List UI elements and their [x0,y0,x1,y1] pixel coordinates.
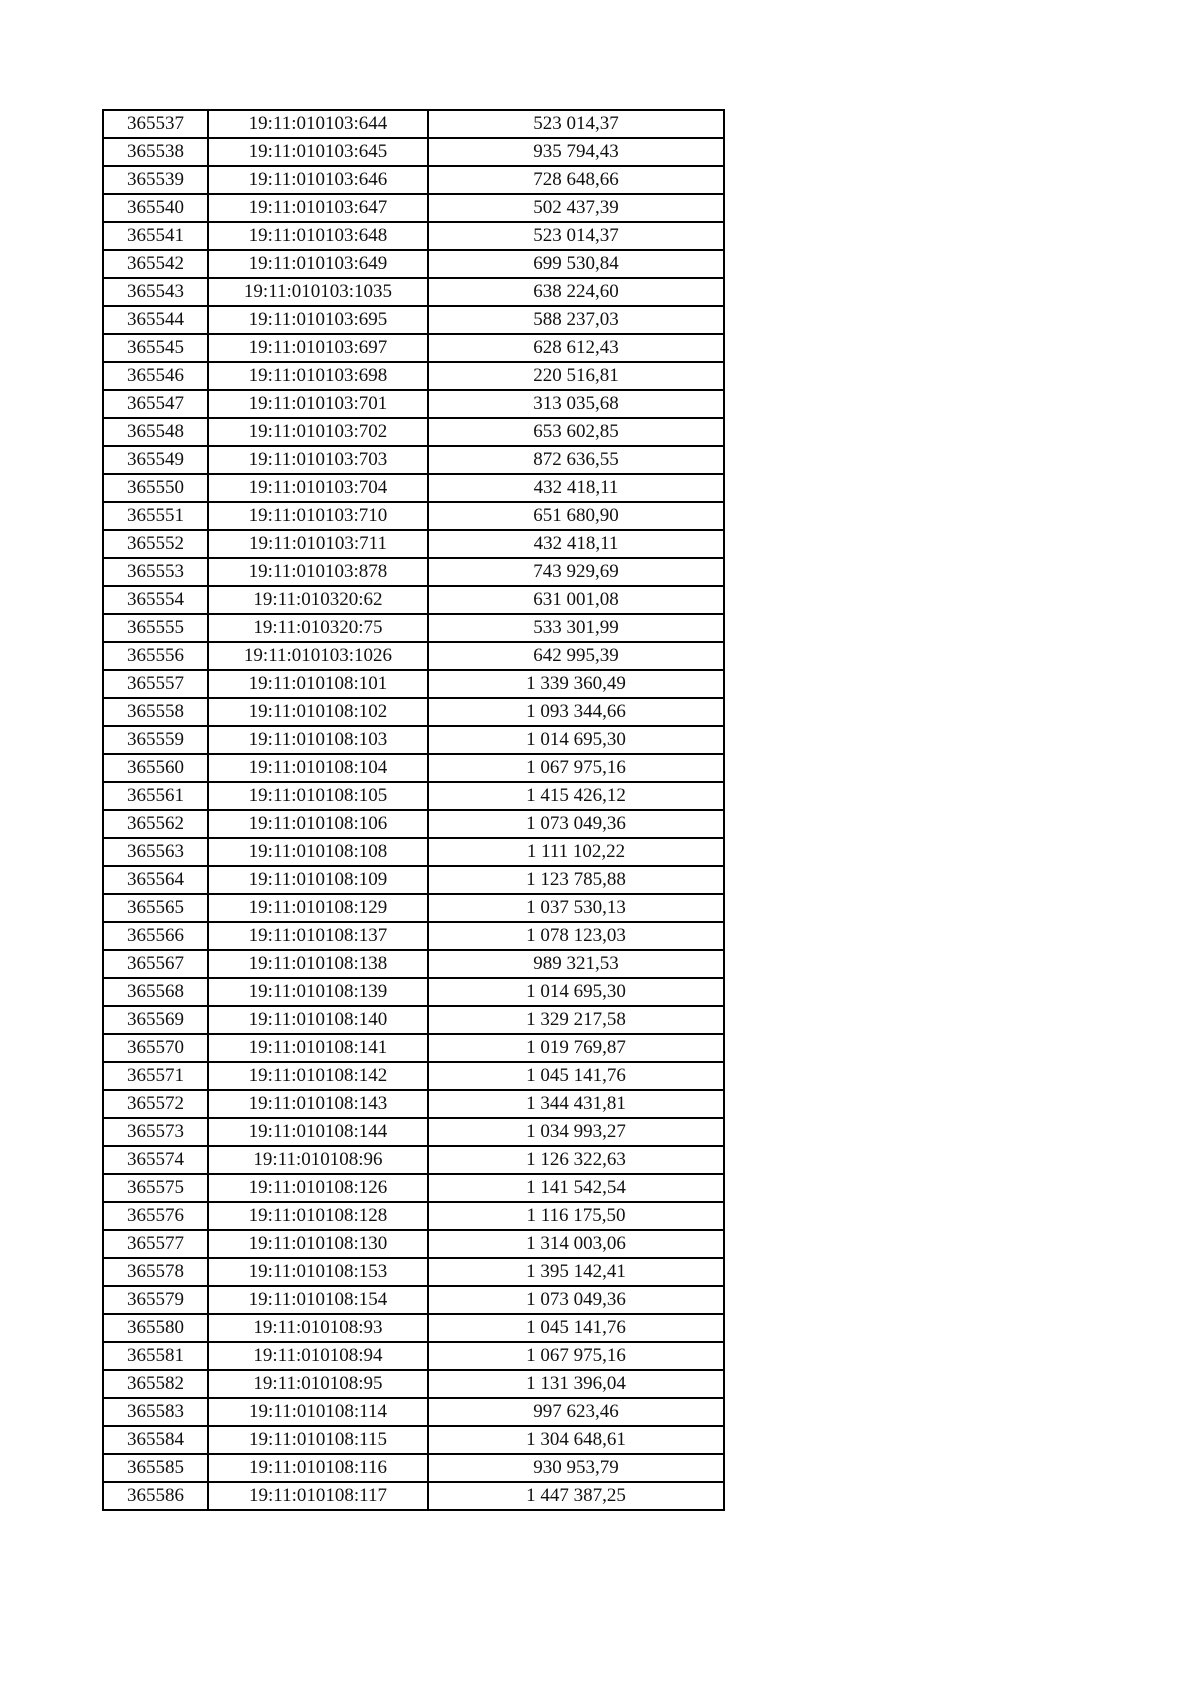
cadastral-number-cell: 19:11:010108:117 [208,1482,428,1510]
row-number-cell: 365564 [103,866,208,894]
table-row [103,1482,724,1510]
value-cell: 997 623,46 [428,1398,724,1426]
row-number-cell: 365551 [103,502,208,530]
value-cell: 642 995,39 [428,642,724,670]
row-number-cell: 365584 [103,1426,208,1454]
table-row [103,810,724,838]
cadastral-number-cell: 19:11:010103:703 [208,446,428,474]
cadastral-number-cell: 19:11:010103:646 [208,166,428,194]
table-row [103,950,724,978]
table-row [103,978,724,1006]
cadastral-number-cell: 19:11:010103:698 [208,362,428,390]
row-number-cell: 365560 [103,754,208,782]
value-cell: 1 141 542,54 [428,1174,724,1202]
row-number-cell: 365557 [103,670,208,698]
cadastral-number-cell: 19:11:010320:75 [208,614,428,642]
row-number-cell: 365563 [103,838,208,866]
table-row [103,362,724,390]
row-number-cell: 365540 [103,194,208,222]
cadastral-number-cell: 19:11:010103:644 [208,110,428,138]
cadastral-number-cell: 19:11:010103:701 [208,390,428,418]
cadastral-number-cell: 19:11:010108:96 [208,1146,428,1174]
row-number-cell: 365582 [103,1370,208,1398]
property-value-table [102,109,725,1511]
row-number-cell: 365556 [103,642,208,670]
value-cell: 313 035,68 [428,390,724,418]
cadastral-number-cell: 19:11:010108:116 [208,1454,428,1482]
cadastral-number-cell: 19:11:010108:141 [208,1034,428,1062]
table-row [103,754,724,782]
value-cell: 502 437,39 [428,194,724,222]
cadastral-number-cell: 19:11:010108:103 [208,726,428,754]
row-number-cell: 365575 [103,1174,208,1202]
row-number-cell: 365559 [103,726,208,754]
value-cell: 631 001,08 [428,586,724,614]
value-cell: 1 073 049,36 [428,1286,724,1314]
value-cell: 1 019 769,87 [428,1034,724,1062]
row-number-cell: 365578 [103,1258,208,1286]
table-row [103,250,724,278]
table-row [103,586,724,614]
cadastral-number-cell: 19:11:010108:95 [208,1370,428,1398]
value-cell: 651 680,90 [428,502,724,530]
cadastral-number-cell: 19:11:010103:649 [208,250,428,278]
row-number-cell: 365543 [103,278,208,306]
cadastral-number-cell: 19:11:010103:702 [208,418,428,446]
value-cell: 728 648,66 [428,166,724,194]
table-row [103,1230,724,1258]
row-number-cell: 365572 [103,1090,208,1118]
cadastral-number-cell: 19:11:010108:104 [208,754,428,782]
table-row [103,138,724,166]
table-row [103,782,724,810]
table-row [103,334,724,362]
row-number-cell: 365586 [103,1482,208,1510]
cadastral-number-cell: 19:11:010108:108 [208,838,428,866]
row-number-cell: 365566 [103,922,208,950]
value-cell: 1 045 141,76 [428,1062,724,1090]
value-cell: 1 067 975,16 [428,754,724,782]
value-cell: 1 034 993,27 [428,1118,724,1146]
cadastral-number-cell: 19:11:010103:648 [208,222,428,250]
table-row [103,1286,724,1314]
value-cell: 1 111 102,22 [428,838,724,866]
row-number-cell: 365541 [103,222,208,250]
row-number-cell: 365561 [103,782,208,810]
table-row [103,558,724,586]
table-row [103,1090,724,1118]
cadastral-number-cell: 19:11:010108:154 [208,1286,428,1314]
cadastral-number-cell: 19:11:010108:128 [208,1202,428,1230]
table-row [103,1370,724,1398]
value-cell: 1 123 785,88 [428,866,724,894]
cadastral-number-cell: 19:11:010108:115 [208,1426,428,1454]
table-row [103,474,724,502]
row-number-cell: 365546 [103,362,208,390]
table-row [103,1258,724,1286]
value-cell: 1 067 975,16 [428,1342,724,1370]
row-number-cell: 365548 [103,418,208,446]
table-row [103,838,724,866]
value-cell: 588 237,03 [428,306,724,334]
value-cell: 1 073 049,36 [428,810,724,838]
table-row [103,110,724,138]
row-number-cell: 365562 [103,810,208,838]
table-row [103,1062,724,1090]
row-number-cell: 365558 [103,698,208,726]
cadastral-number-cell: 19:11:010108:137 [208,922,428,950]
cadastral-number-cell: 19:11:010108:144 [208,1118,428,1146]
value-cell: 523 014,37 [428,222,724,250]
table-row [103,194,724,222]
cadastral-number-cell: 19:11:010108:93 [208,1314,428,1342]
value-cell: 1 344 431,81 [428,1090,724,1118]
row-number-cell: 365538 [103,138,208,166]
table-row [103,1314,724,1342]
value-cell: 1 339 360,49 [428,670,724,698]
table-row [103,670,724,698]
table-row [103,642,724,670]
cadastral-number-cell: 19:11:010108:109 [208,866,428,894]
row-number-cell: 365554 [103,586,208,614]
value-cell: 1 329 217,58 [428,1006,724,1034]
row-number-cell: 365573 [103,1118,208,1146]
cadastral-number-cell: 19:11:010320:62 [208,586,428,614]
value-cell: 1 415 426,12 [428,782,724,810]
value-cell: 653 602,85 [428,418,724,446]
table-row [103,1426,724,1454]
cadastral-number-cell: 19:11:010108:126 [208,1174,428,1202]
row-number-cell: 365550 [103,474,208,502]
cadastral-number-cell: 19:11:010103:878 [208,558,428,586]
value-cell: 1 037 530,13 [428,894,724,922]
row-number-cell: 365570 [103,1034,208,1062]
value-cell: 1 447 387,25 [428,1482,724,1510]
value-cell: 1 078 123,03 [428,922,724,950]
cadastral-number-cell: 19:11:010108:143 [208,1090,428,1118]
table-row [103,1454,724,1482]
cadastral-number-cell: 19:11:010108:129 [208,894,428,922]
row-number-cell: 365571 [103,1062,208,1090]
cadastral-number-cell: 19:11:010108:114 [208,1398,428,1426]
table-row [103,1174,724,1202]
table-row [103,1118,724,1146]
row-number-cell: 365544 [103,306,208,334]
table-body [103,110,724,1510]
value-cell: 1 314 003,06 [428,1230,724,1258]
row-number-cell: 365581 [103,1342,208,1370]
value-cell: 872 636,55 [428,446,724,474]
value-cell: 1 116 175,50 [428,1202,724,1230]
cadastral-number-cell: 19:11:010108:140 [208,1006,428,1034]
cadastral-number-cell: 19:11:010108:94 [208,1342,428,1370]
table-row [103,1342,724,1370]
cadastral-number-cell: 19:11:010108:101 [208,670,428,698]
table-row [103,306,724,334]
value-cell: 1 126 322,63 [428,1146,724,1174]
table-row [103,530,724,558]
table-row [103,1398,724,1426]
table-row [103,1006,724,1034]
value-cell: 699 530,84 [428,250,724,278]
table-row [103,418,724,446]
value-cell: 989 321,53 [428,950,724,978]
table-row [103,1202,724,1230]
table-row [103,222,724,250]
row-number-cell: 365542 [103,250,208,278]
cadastral-number-cell: 19:11:010108:142 [208,1062,428,1090]
value-cell: 1 304 648,61 [428,1426,724,1454]
row-number-cell: 365574 [103,1146,208,1174]
row-number-cell: 365549 [103,446,208,474]
value-cell: 1 093 344,66 [428,698,724,726]
value-cell: 1 395 142,41 [428,1258,724,1286]
table-row [103,502,724,530]
value-cell: 743 929,69 [428,558,724,586]
table-row [103,698,724,726]
cadastral-number-cell: 19:11:010103:647 [208,194,428,222]
value-cell: 1 014 695,30 [428,726,724,754]
row-number-cell: 365567 [103,950,208,978]
row-number-cell: 365553 [103,558,208,586]
value-cell: 638 224,60 [428,278,724,306]
row-number-cell: 365576 [103,1202,208,1230]
row-number-cell: 365537 [103,110,208,138]
table-row [103,390,724,418]
row-number-cell: 365552 [103,530,208,558]
row-number-cell: 365539 [103,166,208,194]
cadastral-number-cell: 19:11:010108:138 [208,950,428,978]
row-number-cell: 365565 [103,894,208,922]
value-cell: 930 953,79 [428,1454,724,1482]
row-number-cell: 365569 [103,1006,208,1034]
cadastral-number-cell: 19:11:010103:1026 [208,642,428,670]
cadastral-number-cell: 19:11:010108:153 [208,1258,428,1286]
table-row [103,446,724,474]
value-cell: 1 131 396,04 [428,1370,724,1398]
table-row [103,1034,724,1062]
cadastral-number-cell: 19:11:010103:695 [208,306,428,334]
value-cell: 523 014,37 [428,110,724,138]
cadastral-number-cell: 19:11:010103:704 [208,474,428,502]
table-row [103,922,724,950]
value-cell: 533 301,99 [428,614,724,642]
row-number-cell: 365555 [103,614,208,642]
row-number-cell: 365580 [103,1314,208,1342]
value-cell: 935 794,43 [428,138,724,166]
value-cell: 1 045 141,76 [428,1314,724,1342]
row-number-cell: 365547 [103,390,208,418]
cadastral-number-cell: 19:11:010108:105 [208,782,428,810]
cadastral-number-cell: 19:11:010108:130 [208,1230,428,1258]
value-cell: 628 612,43 [428,334,724,362]
cadastral-number-cell: 19:11:010103:711 [208,530,428,558]
cadastral-number-cell: 19:11:010108:106 [208,810,428,838]
value-cell: 432 418,11 [428,474,724,502]
cadastral-number-cell: 19:11:010103:697 [208,334,428,362]
table-row [103,278,724,306]
cadastral-number-cell: 19:11:010103:645 [208,138,428,166]
table-row [103,614,724,642]
row-number-cell: 365583 [103,1398,208,1426]
table-row [103,166,724,194]
table-row [103,866,724,894]
value-cell: 220 516,81 [428,362,724,390]
value-cell: 1 014 695,30 [428,978,724,1006]
row-number-cell: 365568 [103,978,208,1006]
table-row [103,726,724,754]
cadastral-number-cell: 19:11:010108:102 [208,698,428,726]
table-row [103,894,724,922]
cadastral-number-cell: 19:11:010108:139 [208,978,428,1006]
value-cell: 432 418,11 [428,530,724,558]
cadastral-number-cell: 19:11:010103:710 [208,502,428,530]
row-number-cell: 365545 [103,334,208,362]
table-row [103,1146,724,1174]
row-number-cell: 365577 [103,1230,208,1258]
row-number-cell: 365579 [103,1286,208,1314]
cadastral-number-cell: 19:11:010103:1035 [208,278,428,306]
row-number-cell: 365585 [103,1454,208,1482]
